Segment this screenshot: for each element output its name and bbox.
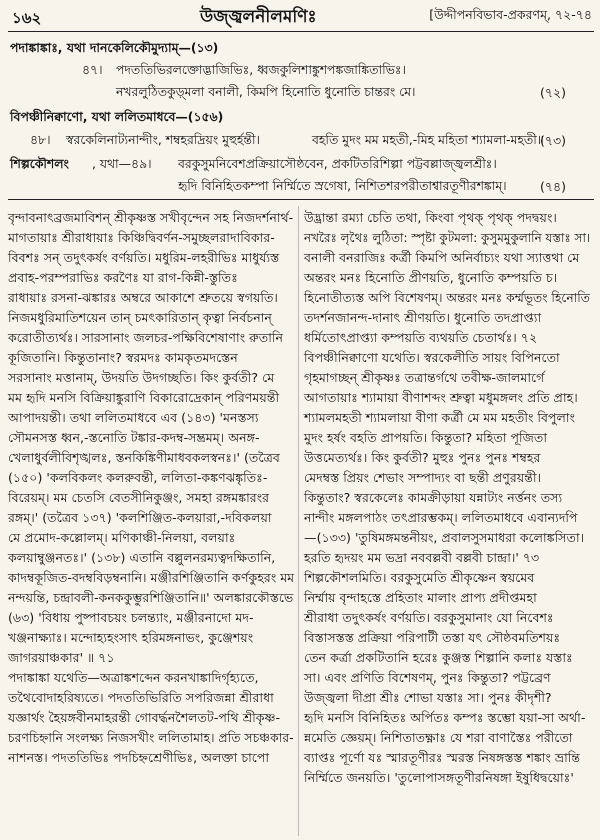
commentary-line: নির্ম্মিতে জনয়তি। 'তুলোপাসঙ্গতূণীরনিষঙ্গা ইষুধিদ্বয়োঃ' (304, 770, 574, 785)
verse-reference: (৭২) (540, 85, 567, 100)
verse-reference: (৭৩) (540, 133, 567, 148)
verse-number: ৪৭। (82, 62, 103, 77)
verse-line: নখরলুঠিতকুড়্মলা বনালী, কিমপি হিনোতি ধুনোতি চান্তরং মে। (116, 84, 416, 99)
commentary-line: মাগতায়াঃ শ্রীরাধায়াঃ কিঞ্চিদ্বিবর্ণন-সমুচ্ছলরাদাবিকার- (8, 230, 275, 245)
commentary-line: যজ্ঞার্থং হৈয়ঙ্গবীনমাহরন্তী গোবর্দ্ধনশৈলতট-পথি শ্রীকৃষ্ণ- (8, 710, 281, 725)
commentary-line: নখরৈঃ লৃথৈঃ লুঠিতা: স্পৃষ্টা কুটমলা: কুসুমমুকুলানি যস্তাঃ সা। (304, 230, 591, 245)
commentary-line: নিজমধুরিমাতিশয়েন তান্ চমৎকারিতান্ কৃত্বা নির্বচনান্ (8, 310, 272, 325)
commentary-line: শ্রীরাধা তদুৎকর্ষং বর্ণয়তি। বরকুসুমানাং যো নিবেশঃ (304, 610, 554, 625)
verse-heading-vipanchi: বিপঞ্চীনিক্বাণো, যথা ললিতমাধবে—(১৫৬) (10, 109, 224, 124)
commentary-line: —(১৩৩) 'তুষিমঙ্গমন্তনীয়ং, প্রবালসুসমাধরা কলোঙ্কসিতা। (304, 530, 585, 545)
column-divider (298, 206, 299, 836)
commentary-line: মে প্রমোদ-কল্লোলম্। মণিকাঞ্চী-নিলয়া, বলয়াঃ (8, 530, 236, 545)
commentary-right-column (304, 208, 590, 788)
commentary-line: বিরেয়ম্। মম চেতসি বেতসীনিকুঞ্জং, সমহা রঙ্গমঙ্কারংর (8, 490, 270, 505)
commentary-line: অন্তরং মনঃ হিনোতি প্রীণয়তি, ধুনোতি কম্পয়তি চ। (304, 270, 558, 285)
commentary-line: সরসানাং মত্তানাম্, উদয়তি উদগচ্ছতি। কিং কুর্বতী? মে (8, 370, 275, 385)
commentary-line: মেদম্বস্ত প্রিয়ং শেভাং সম্পাদ্যং বা ছন্তী প্রণুরয়ন্তী। (304, 470, 542, 485)
commentary-line: সা। এবং প্রণিতি বিশেষণম্, পুনঃ কিন্তুতা? পট্টব্রেণ (304, 670, 551, 685)
commentary-line: সৌমনসস্ত ধ্বন,-স্তনোতি টঙ্কার-কদম্ব-সম্ভ্রমম্। অনঙ্গ- (8, 430, 260, 445)
commentary-line: মুদং হর্ষং বহতি প্রাপয়তি। কিন্তুতা? মহিতা পূজিতা (304, 430, 547, 445)
commentary-line: উজ্জ্বলা দীপ্রা শ্রীঃ শোভা যস্তাঃ সা। পুনঃ কীদৃশী? (304, 690, 552, 705)
commentary-line: প্রবাহ-পরম্পরাভিঃ করণৈঃ যা রাগ-কিন্নী-স্তুতিঃ (8, 270, 238, 285)
page-number: ১৬২ (12, 9, 42, 27)
commentary-line: কাদম্বকূজিত-বদম্ববিড়ম্বনানি। মঞ্জীরশিঞ্জিতানি কর্ণকুহরং মম (8, 570, 295, 585)
commentary-line: জাগরয়াঞ্চকার' ॥ ৭১ (8, 650, 115, 665)
commentary-line: ধর্মিতোৎপ্রাপ্ত্যা কম্পয়তি ব্যথয়তি চেতার্থঃ। ৭২ (304, 330, 538, 345)
verse-line: বরকুসুমনিবেশপ্রক্রিয়াসৌষ্ঠবেন, প্রকটিতরিশিল্পা পট্টবল্লাজ্জ্বলশ্রীঃ। (178, 156, 497, 171)
commentary-line: বনালী বনরাজিঃ কর্ত্রী কিমপি অনির্বাচ্যং যথা স্যাত্তথা মে (304, 250, 580, 265)
verse-line: পদততিভিরলক্তোদ্ভাজিভিঃ, ধ্বজকুলিশাঙ্কুশপঙ্কজাঙ্কিতাভিঃ। (116, 62, 406, 77)
commentary-line: রাধায়াঃ রসনা-ঝঙ্কারঃ অম্বরে আকাশে শ্রুতয়ে স্বগয়তি। (8, 290, 278, 305)
commentary-line: বিস্তাসস্তস্ত প্রক্রিয়া পরিপাটী তস্তা যৎ সৌষ্ঠবমতিশয়ঃ (304, 630, 561, 645)
commentary-line: শ্যামলমহতী শ্যামলায়া বীণা কর্ত্রী মে মম মহতীং বিপুলাং (304, 410, 576, 425)
commentary-line: কূজিতানি। কিন্তুতানাং? স্বরমদঃ কামকৃতমদস্তেন (8, 350, 238, 365)
verse-line: বহতি মুদং মম মহতী,-মিহ মহিতা শ্যামলা-মহতী॥ (312, 132, 544, 147)
verse-heading-padanka: পদাঙ্কাঙ্কাঃ, যথা দানকেলিকৌমুদ্যাম্—(১৩) (10, 40, 219, 55)
commentary-line: বিপঞ্চীনিক্বাণো যথেতি। স্বরকেলীতি সায়ং বিপিনতো (304, 350, 560, 365)
commentary-left-column (8, 208, 294, 768)
commentary-line: খেলাধুর্বলীবিশৃঙ্খলঃ, স্তনকিঙ্কিণীমাধবকলস্বনঃ।' (তত্রৈব (8, 450, 280, 465)
header-rule (8, 31, 594, 32)
commentary-line: মম হৃদি মনসি বিক্রিয়াঙ্কুরাণি বিকারোদ্রেকান্ পরিণময়ন্তী (8, 390, 280, 405)
commentary-line: রঙ্গম্।' (তত্রৈব ১৩৭) 'কলশিঞ্জিত-কলয়ারা,-দবিকলয়া (8, 510, 272, 525)
commentary-line: গৃহমাগচ্ছন্ শ্রীকৃষ্ণঃ তত্রান্তর্গথে তবীক্ষ-জালমার্গে (304, 370, 545, 385)
verse-line: হৃদি বিনিহিতকম্পা নির্ম্মিতে স্রগেষা, নিশিতশরপরীতাশ্বারতূণীরশঙ্কাম্। (178, 178, 507, 193)
commentary-line: তেন কর্ত্রা প্রকটিতানি হরেঃ কুঞ্জস্ত শিল্পানি কলাঃ যস্তাঃ (304, 650, 573, 665)
verse-reference: (৭৪) (540, 179, 566, 194)
verse-number: ৪৮। (30, 132, 51, 147)
section-reference: [উদ্দীপনবিভাব-প্রকরণম্, ৭২-৭৪ (429, 7, 592, 22)
commentary-line: কিন্তুতাং? স্বরকেলেঃ কামক্রীড়ায়া যন্নাট্যং নর্ত্তনং তস্য (304, 490, 563, 505)
verse-number: , যথা—৪৯। (92, 156, 152, 171)
commentary-line: নির্ম্মায় বৃন্দাহস্তে প্রহিতাং মালাং প্রাপ্য প্রদীপ্তমহা (304, 590, 537, 605)
commentary-line: উদ্ভ্রান্তা রম্যা চেতি তথা, কিংবা পৃথক্ পৃথক্ পদদ্বয়ং। (304, 210, 557, 225)
commentary-line: আগতায়াঃ শ্যামায়া বীণাশব্দং শ্রুত্বা মধুমঙ্গলং প্রতি প্রাহ। (304, 390, 578, 405)
verse-heading-shilpa: শিল্পকৌশলং (10, 156, 69, 171)
verse-rule (8, 199, 594, 200)
commentary-line: নাশনস্ত। পদততিভিঃ পদচিহ্নশ্রেণীভিঃ, অলক্তা চাপো (8, 750, 270, 765)
commentary-line: হৃদি মনসি বিনিহিতঃ অর্পিতঃ কম্পঃ স্তম্ভো যয়া-সা অর্থা- (304, 710, 586, 725)
commentary-line: হরতি হৃদয়ং মম ভদ্রা নববল্লবী বল্লবী চান্দ্রা।' ৭৩ (304, 550, 540, 565)
commentary-line: করোতীত্যর্থঃ। সারসানাং জলচর-পক্ষিবিশেষাণাং রুতানি (8, 330, 284, 345)
commentary-line: (১৫০) 'কলবিকলং কলরুবন্তী, ললিতা-কঙ্কণঝঙ্কৃতিঃ- (8, 470, 268, 485)
commentary-line: আপাদয়ন্তী। তথা ললিতমাধবে এব (১৪৩) 'মনস্তস্য (8, 410, 259, 425)
commentary-line: তথৈবোদাহরিষ্যতে। পদততিভিরিতি সপরিজন্না শ্রীরাধা (8, 690, 274, 705)
page-header (10, 4, 592, 30)
verse-line: স্বরকেলিনাট্যনান্দীং, শম্বহরদ্রিয়ং মুহুর্হন্তী। (66, 132, 260, 147)
commentary-line: ন্নমেতি জ্ঞেয়ম্। নিশিতাতক্ষ্ণাঃ যে শরা বাণাস্তৈঃ পরীতো (304, 730, 573, 745)
commentary-line: শিল্পকৌশলমিতি। বরকুসুমেতি শ্রীকৃষ্ণেন স্বয়মেব (304, 570, 535, 585)
commentary-line: পদাঙ্কাঙ্কা যথেতি—অত্রাঙ্কশব্দেন করনখাঙ্কাদির্গৃহ্যতে, (8, 670, 259, 685)
commentary-line: নন্দয়ন্তি, চন্দ্রাবলী-কনককুম্ভুরশিঞ্জিতানি॥' অলঙ্কারকৌস্তভে (8, 590, 294, 605)
commentary-line: কলয়াম্বুঞ্জনতঃ।' (১৩৮) এতানি বল্লুলনরম্যত্বদক্ষিতানি, (8, 550, 276, 565)
commentary-line: তদর্শনজানন্দ-দানাৎ শ্রীণয়তি। ধুনোতি তদপ্রাপ্ত্যা (304, 310, 542, 325)
commentary-line: বিবশঃ সন্ তদুৎকর্ষং বর্ণয়তি। মধুরিম-লহরীভিঃ মাধুর্য্যস্ত (8, 250, 280, 265)
commentary-line: চরণচিহ্নানি সংলক্ষ্য নিজসখীং ললিতামাহ। প্রতি সচঞ্চকার- (8, 730, 294, 745)
commentary-line: খঞ্জনাক্ষ্যাঃ। মন্দোহ্যহংসাৎ হরিমঙ্গনাভং, কুঞ্জেশয়ং (8, 630, 254, 645)
commentary-line: নান্দীং মঙ্গলপাঠং তৎপ্রারম্ভকম্। ললিতমাধবে এবান্যদপি (304, 510, 578, 525)
commentary-line: উত্তমেত্যর্থঃ। কিং কুর্বতী? মুহুঃ পুনঃ পুনঃ শম্বহর (304, 450, 541, 465)
book-title: উজ্জ্বলনীলমণিঃ (200, 7, 317, 27)
commentary-line: হিনোতীত্যস্ত অপি বিশেষণম্। অন্তরং মনঃ কর্ম্মভূতং হিনোতি (304, 290, 590, 305)
commentary-line: বৃন্দাবনাৎব্রজমাবিশন্ শ্রীকৃষ্ণস্ত সখীবৃন্দেন সহ নিজদর্শনার্থ- (8, 210, 294, 225)
commentary-line: ব্যাপ্তঃ পূর্ণো যঃ স্মারতূণীরঃ স্মরস্ত নিষঙ্গস্তস্ত শঙ্কাং ভ্রান্তি (304, 750, 581, 765)
commentary-line: (৬৩) 'বিধায় পুষ্পাবচয়ং চলন্ত্যাং, মঞ্জীরনাদো মদ- (8, 610, 254, 625)
